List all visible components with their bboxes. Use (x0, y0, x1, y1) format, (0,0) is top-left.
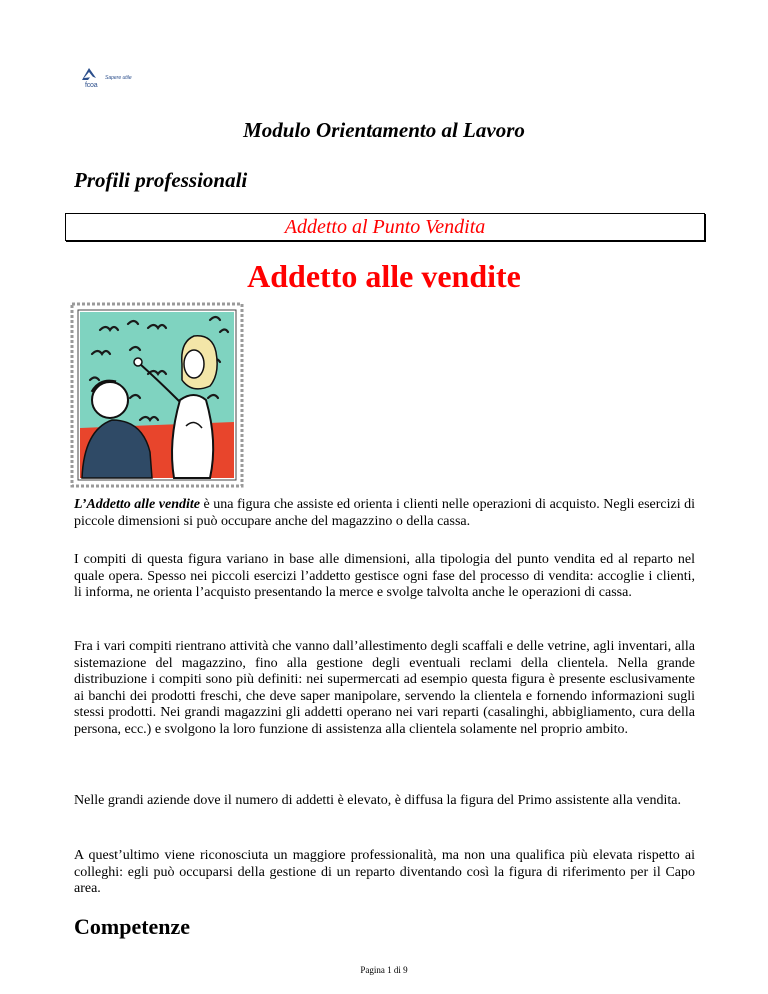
paragraph-large-companies: Nelle grandi aziende dove il numero di addetti è elevato, è diffusa la figura del Primo assistente alla vendita. (74, 793, 681, 808)
module-title: Modulo Orientamento al Lavoro (243, 118, 525, 142)
paragraph-first-assistant: A quest’ultimo viene riconosciuta un maggiore professionalità, ma non una qualifica più elevata rispetto ai colleghi: egli può occuparsi della gestione di un reparto diventando così la figura di riferimento per il Capo area. (74, 848, 695, 896)
section-title: Profili professionali (74, 168, 248, 192)
intro-body: è una figura che assiste ed orienta i clienti nelle operazioni di acquisto. Negli esercizi di piccole dimensioni si può occupare anche del magazzino o della cassa. (74, 497, 695, 529)
boxed-title: Addetto al Punto Vendita (65, 213, 705, 241)
fcoa-logo (80, 66, 150, 90)
logo-text: fcoa (85, 82, 98, 89)
paragraph-intro (74, 497, 695, 530)
page-footer: Pagina 1 di 9 (360, 965, 408, 975)
intro-lead: L’Addetto alle vendite (74, 497, 200, 512)
paragraph-duties: I compiti di questa figura variano in base alle dimensioni, alla tipologia del punto vendita ed al reparto nel quale opera. Spesso nei piccoli esercizi l’addetto gestisce ogni fase del processo di vendita: accoglie i clienti, li informa, ne orienta l’acquisto presentando la merce e svolge talvolta anche le operazioni di cassa. (74, 552, 695, 600)
competenze-heading: Competenze (74, 914, 191, 939)
logo-tagline: Sapere utile (105, 75, 132, 81)
paragraph-tasks: Fra i vari compiti rientrano attività che vanno dall’allestimento degli scaffali e delle vetrine, agli inventari, alla sistemazione del magazzino, fino alla gestione degli eventuali reclami della clientela. Nella grande distribuzione i compiti sono più definiti: nei supermercati ad esempio questa figura è presente esclusivamente ai banchi dei prodotti freschi, che deve saper manipolare, servendo la clientela e fornendo informazioni sugli stessi prodotti. Nei grandi magazzini gli addetti operano nei vari reparti (casalinghi, abbigliamento, cura della persona, ecc.) e svolgono la loro funzione di assistenza alla clientela solamente nel proprio ambito. (74, 639, 695, 737)
main-heading: Addetto alle vendite (247, 258, 521, 294)
sales-clerk-illustration (70, 302, 244, 488)
